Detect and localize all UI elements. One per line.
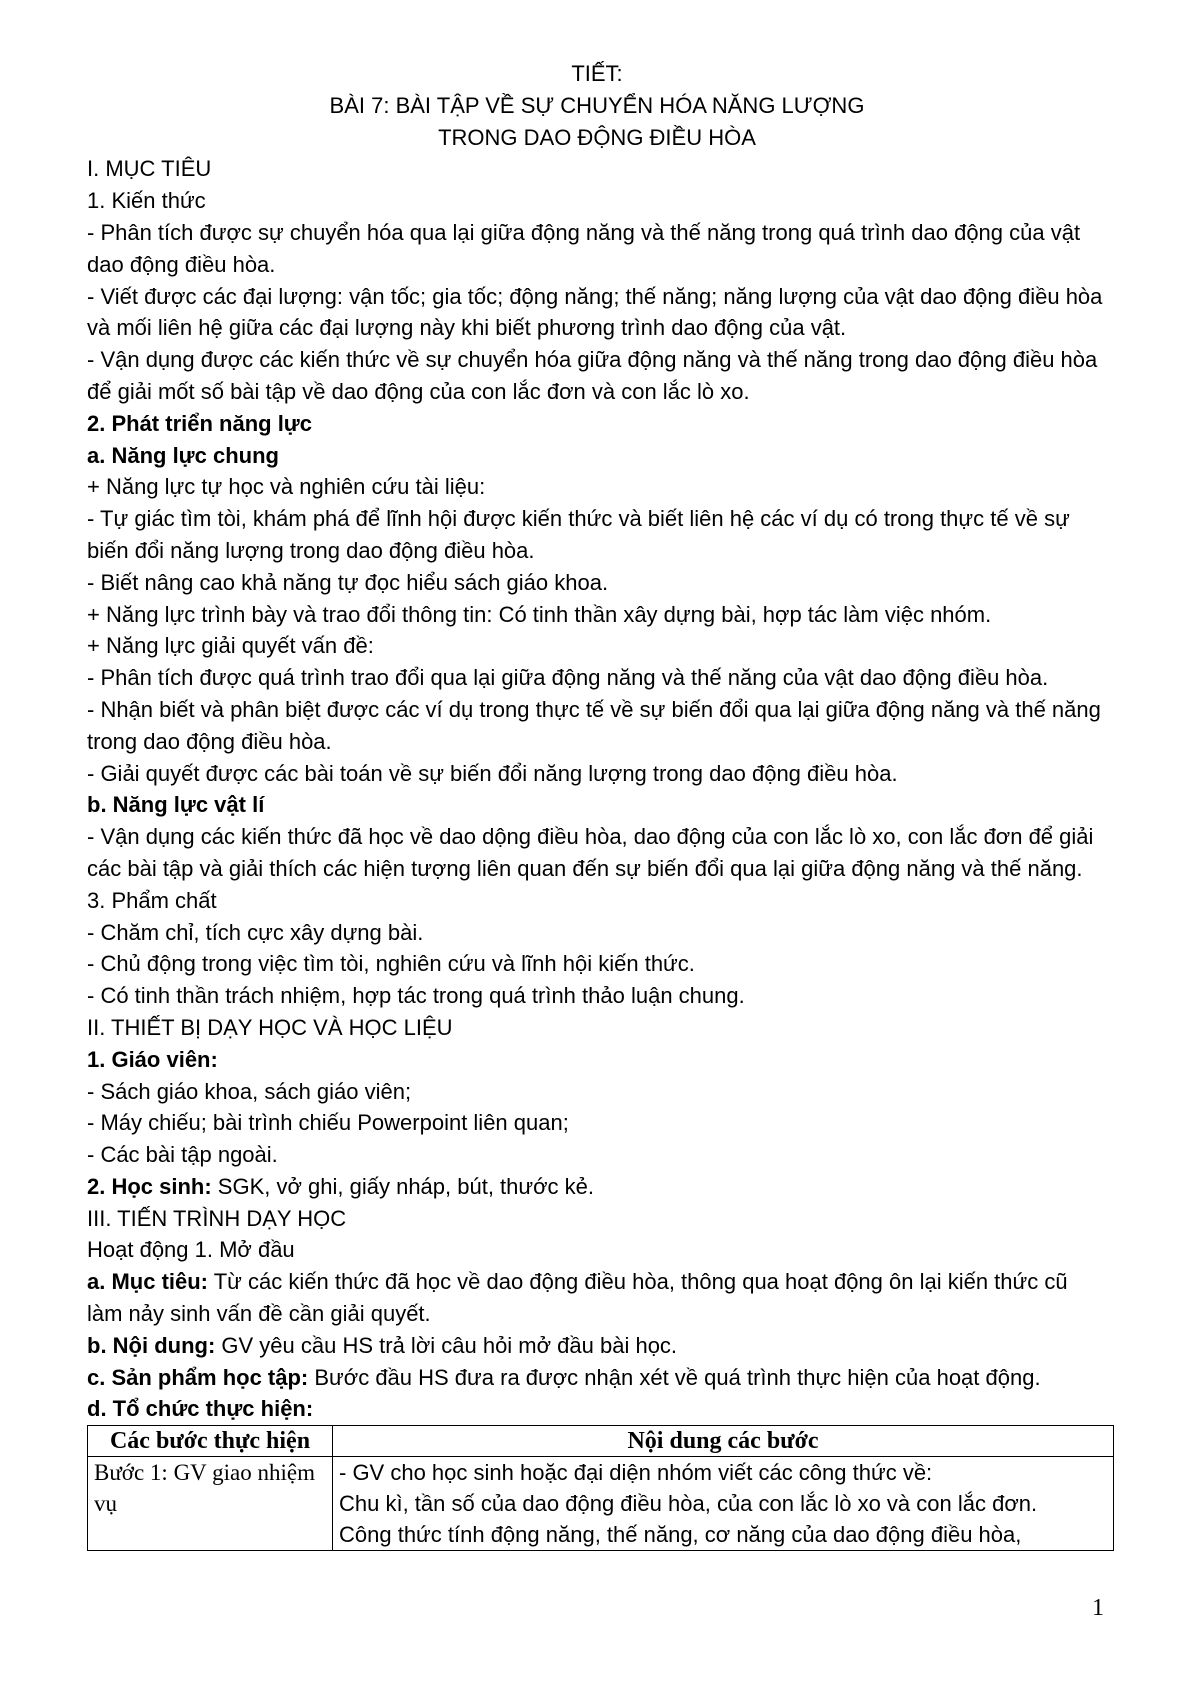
muc-tieu-line [87,1266,1107,1330]
hoat-dong-1-heading: Hoạt động 1. Mở đầu [87,1237,295,1263]
pham-chat-item: - Chủ động trong việc tìm tòi, nghiên cứu và lĩnh hội kiến thức. [87,951,695,977]
title-line-3: TRONG DAO ĐỘNG ĐIỀU HÒA [438,124,756,150]
step-1-content-cell [333,1457,1114,1551]
hoc-sinh-line [87,1171,1107,1203]
nang-luc-heading: 2. Phát triển năng lực [87,410,312,436]
title-line-2: BÀI 7: BÀI TẬP VỀ SỰ CHUYỂN HÓA NĂNG LƯỢNG [329,92,865,118]
giao-vien-item: - Máy chiếu; bài trình chiếu Powerpoint liên quan; [87,1110,569,1136]
noi-dung-line [87,1330,1107,1362]
document-page [87,58,1107,1551]
section-3-heading: III. TIẾN TRÌNH DẠY HỌC [87,1205,347,1231]
kien-thuc-item: - Viết được các đại lượng: vận tốc; gia tốc; động năng; thế năng; năng lượng của vật dao động điều hòa và mối liên hệ giữa các đại lượng này khi biết phương trình dao động của vật. [87,283,1103,341]
nang-luc-vat-li-heading: b. Năng lực vật lí [87,792,265,818]
san-pham-label: c. Sản phẩm học tập: [87,1364,309,1390]
nang-luc-chung-heading: a. Năng lực chung [87,442,279,468]
kien-thuc-heading: 1. Kiến thức [87,188,206,214]
table-header-steps: Các bước thực hiện [88,1426,333,1457]
table-row [88,1457,1114,1551]
nang-luc-chung-item: - Nhận biết và phân biệt được các ví dụ trong thực tế về sự biến đổi qua lại giữa động năng và thế năng trong dao động điều hòa. [87,696,1101,754]
nang-luc-chung-item: - Tự giác tìm tòi, khám phá để lĩnh hội được kiến thức và biết liên hệ các ví dụ có trong thực tế về sự biến đổi năng lượng trong dao động điều hòa. [87,506,1070,563]
step-1-content-line: Công thức tính động năng, thế năng, cơ năng của dao động điều hòa, [339,1522,1022,1548]
step-1-content-line: - GV cho học sinh hoặc đại diện nhóm viết các công thức về: [339,1460,933,1486]
hoc-sinh-label: 2. Học sinh: [87,1173,212,1199]
nang-luc-vat-li-item: - Vận dụng các kiến thức đã học về dao dộng điều hòa, dao động của con lắc lò xo, con lắc đơn để giải các bài tập và giải thích các hiện tượng liên quan đến sự biến đổi qua lại giữa động năng và thế năng. [87,824,1094,881]
steps-table [87,1425,1114,1551]
noi-dung-label: b. Nội dung: [87,1332,216,1358]
table-header-row [88,1426,1114,1457]
nang-luc-chung-item: + Năng lực giải quyết vấn đề: [87,633,374,659]
hoc-sinh-text: SGK, vở ghi, giấy nháp, bút, thước kẻ. [211,1173,595,1199]
giao-vien-heading: 1. Giáo viên: [87,1046,218,1072]
section-2-heading: II. THIẾT BỊ DẠY HỌC VÀ HỌC LIỆU [87,1014,453,1040]
pham-chat-heading: 3. Phẩm chất [87,887,217,913]
giao-vien-item: - Các bài tập ngoài. [87,1142,278,1168]
nang-luc-chung-item: - Biết nâng cao khả năng tự đọc hiểu sách giáo khoa. [87,569,609,595]
step-1-content-line: Chu kì, tần số của dao động điều hòa, của con lắc lò xo và con lắc đơn. [339,1491,1038,1517]
kien-thuc-item: - Phân tích được sự chuyển hóa qua lại giữa động năng và thế năng trong quá trình dao động của vật dao động điều hòa. [87,219,1081,277]
muc-tieu-label: a. Mục tiêu: [87,1269,209,1295]
step-1-cell: Bước 1: GV giao nhiệm vụ [88,1457,333,1551]
san-pham-line [87,1362,1107,1394]
giao-vien-item: - Sách giáo khoa, sách giáo viên; [87,1078,412,1104]
nang-luc-chung-item: + Năng lực trình bày và trao đổi thông tin: Có tinh thần xây dựng bài, hợp tác làm việc nhóm. [87,601,992,627]
nang-luc-chung-item: + Năng lực tự học và nghiên cứu tài liệu: [87,474,486,500]
noi-dung-text: GV yêu cầu HS trả lời câu hỏi mở đầu bài học. [215,1332,678,1358]
pham-chat-item: - Chăm chỉ, tích cực xây dựng bài. [87,919,424,945]
nang-luc-chung-item: - Phân tích được quá trình trao đổi qua lại giữa động năng và thế năng của vật dao động điều hòa. [87,665,1049,691]
page-number: 1 [1092,1595,1104,1621]
section-1-heading: I. MỤC TIÊU [87,156,212,182]
nang-luc-chung-item: - Giải quyết được các bài toán về sự biến đổi năng lượng trong dao động điều hòa. [87,760,898,786]
table-header-content: Nội dung các bước [333,1426,1114,1457]
title-line-1: TIẾT: [571,61,623,86]
san-pham-text: Bước đầu HS đưa ra được nhận xét về quá trình thực hiện của hoạt động. [308,1364,1041,1390]
document-title [87,58,1107,153]
muc-tieu-text: Từ các kiến thức đã học về dao động điều hòa, thông qua hoạt động ôn lại kiến thức cũ làm nảy sinh vấn đề cần giải quyết. [87,1269,1068,1327]
kien-thuc-item: - Vận dụng được các kiến thức về sự chuyển hóa giữa động năng và thế năng trong dao động điều hòa để giải mốt số bài tập về dao động của con lắc đơn và con lắc lò xo. [87,347,1098,404]
pham-chat-item: - Có tinh thần trách nhiệm, hợp tác trong quá trình thảo luận chung. [87,983,745,1009]
to-chuc-heading: d. Tổ chức thực hiện: [87,1396,314,1422]
